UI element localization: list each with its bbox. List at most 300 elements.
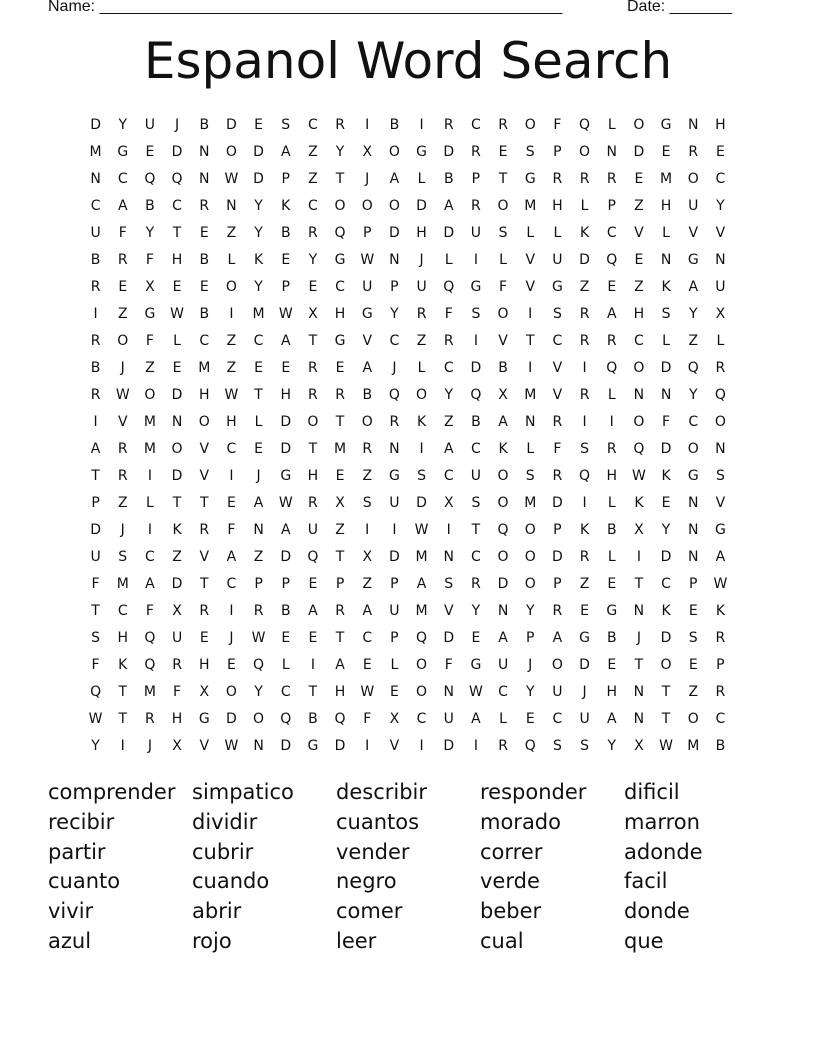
grid-letter: Q (416, 630, 428, 646)
grid-letter: U (688, 198, 699, 214)
grid-letter: P (254, 576, 263, 592)
grid-letter: M (143, 441, 156, 457)
grid-letter: B (308, 711, 318, 727)
word-list-item: cubrir (192, 839, 254, 864)
grid-letter: O (687, 171, 699, 187)
grid-letter: K (634, 495, 644, 511)
grid-letter: W (631, 468, 646, 484)
grid-letter: E (199, 279, 209, 295)
grid-letter: Z (308, 171, 318, 187)
grid-letter: Y (254, 684, 263, 700)
grid-letter: G (660, 117, 672, 133)
grid-letter: M (143, 414, 156, 430)
grid-letter: N (633, 603, 645, 619)
grid-letter: E (525, 711, 535, 727)
grid-letter: T (335, 630, 345, 646)
grid-letter: Z (443, 414, 454, 430)
grid-letter: W (468, 684, 483, 700)
grid-letter: D (443, 144, 455, 160)
grid-letter: B (145, 198, 155, 214)
grid-letter: S (688, 630, 698, 646)
grid-letter: O (633, 360, 645, 376)
grid-letter: T (118, 711, 128, 727)
grid-letter: L (281, 657, 290, 673)
grid-letter: A (362, 603, 373, 619)
grid-letter: N (199, 171, 210, 187)
grid-letter: K (118, 657, 128, 673)
grid-letter: B (90, 360, 101, 376)
grid-row (82, 247, 734, 274)
grid-letter: Z (634, 279, 644, 295)
grid-letter: F (118, 225, 127, 241)
grid-letter: S (525, 144, 535, 160)
grid-letter: S (362, 495, 372, 511)
grid-letter: W (170, 306, 184, 322)
grid-letter: E (688, 657, 698, 673)
grid-letter: U (171, 630, 183, 646)
grid-letter: O (225, 279, 237, 295)
grid-letter: B (606, 630, 617, 646)
grid-letter: N (606, 144, 617, 160)
grid-letter: A (226, 549, 237, 565)
grid-letter: R (552, 468, 563, 484)
grid-letter: C (416, 711, 427, 727)
grid-letter: M (660, 171, 673, 187)
grid-letter: L (254, 414, 263, 430)
grid-letter: Q (307, 549, 319, 565)
grid-letter: X (362, 549, 373, 565)
grid-letter: D (90, 117, 101, 133)
grid-letter: N (633, 711, 645, 727)
word-list-item: cual (480, 928, 524, 953)
grid-letter: L (662, 333, 670, 349)
grid-letter: L (662, 225, 670, 241)
grid-letter: S (580, 738, 590, 754)
grid-letter: O (307, 414, 319, 430)
grid-letter: Q (144, 657, 156, 673)
grid-letter: R (606, 333, 617, 349)
grid-letter: E (199, 225, 209, 241)
word-list-item: dividir (192, 809, 258, 834)
grid-letter: D (660, 630, 672, 646)
grid-letter: Q (144, 630, 156, 646)
grid-row (82, 463, 734, 490)
grid-letter: M (524, 198, 537, 214)
grid-letter: J (582, 684, 587, 700)
grid-row (82, 517, 734, 544)
grid-letter: M (143, 684, 156, 700)
grid-letter: D (552, 495, 563, 511)
grid-letter: O (171, 441, 183, 457)
grid-letter: U (90, 225, 101, 241)
grid-letter: O (579, 144, 591, 160)
grid-letter: O (117, 333, 129, 349)
grid-letter: C (280, 684, 291, 700)
grid-letter: E (389, 684, 399, 700)
grid-letter: S (471, 495, 481, 511)
grid-letter: D (470, 360, 482, 376)
grid-letter: W (224, 387, 239, 403)
grid-letter: E (226, 495, 236, 511)
grid-letter: I (582, 495, 587, 511)
grid-letter: N (633, 387, 645, 403)
grid-letter: T (172, 225, 182, 241)
grid-letter: T (199, 576, 209, 592)
grid-letter: D (253, 171, 264, 187)
grid-letter: R (308, 360, 318, 376)
grid-letter: Q (90, 684, 102, 700)
grid-letter: E (580, 603, 589, 619)
word-list-item: partir (48, 839, 106, 864)
grid-letter: H (334, 684, 346, 700)
grid-row (82, 679, 734, 706)
grid-letter: I (636, 549, 641, 565)
grid-letter: N (688, 549, 699, 565)
grid-letter: K (172, 522, 182, 538)
grid-row (82, 112, 734, 139)
grid-letter: C (308, 198, 318, 214)
date-field-label: Date: _______ (627, 0, 732, 15)
grid-letter: O (633, 117, 645, 133)
grid-letter: Q (579, 468, 591, 484)
grid-letter: C (335, 279, 345, 295)
grid-letter: N (525, 414, 536, 430)
grid-letter: R (579, 333, 590, 349)
grid-letter: R (579, 549, 590, 565)
grid-letter: I (147, 522, 152, 538)
grid-letter: K (715, 603, 725, 619)
grid-letter: I (582, 360, 587, 376)
grid-letter: V (362, 333, 373, 349)
grid-letter: H (226, 414, 237, 430)
grid-letter: W (251, 630, 266, 646)
grid-letter: O (687, 711, 699, 727)
grid-letter: I (419, 441, 424, 457)
grid-letter: P (390, 576, 399, 592)
grid-letter: H (171, 711, 183, 727)
grid-letter: V (117, 414, 128, 430)
grid-letter: C (552, 711, 563, 727)
grid-letter: D (416, 495, 427, 511)
grid-letter: H (307, 468, 319, 484)
grid-letter: O (497, 198, 509, 214)
grid-letter: K (661, 603, 671, 619)
grid-letter: R (579, 387, 590, 403)
grid-letter: K (579, 225, 590, 241)
grid-letter: Q (606, 360, 618, 376)
grid-letter: B (606, 522, 617, 538)
grid-letter: D (633, 144, 645, 160)
grid-letter: I (528, 306, 533, 322)
grid-letter: W (224, 738, 239, 754)
grid-letter: G (416, 144, 427, 160)
grid-letter: U (497, 657, 509, 673)
grid-letter: T (498, 171, 508, 187)
grid-letter: O (361, 198, 373, 214)
grid-letter: R (308, 387, 318, 403)
grid-letter: H (606, 468, 617, 484)
grid-letter: F (662, 414, 671, 430)
word-list-item: simpatico (192, 780, 294, 804)
grid-letter: R (90, 333, 101, 349)
grid-letter: S (525, 468, 535, 484)
grid-letter: F (553, 441, 562, 457)
grid-letter: T (335, 171, 345, 187)
grid-letter: D (416, 198, 427, 214)
grid-letter: R (579, 306, 590, 322)
grid-letter: O (687, 441, 699, 457)
grid-letter: R (117, 468, 128, 484)
grid-letter: I (473, 252, 478, 268)
grid-letter: E (607, 576, 617, 592)
grid-letter: Y (118, 117, 128, 133)
grid-letter: P (689, 576, 698, 592)
grid-row (82, 625, 734, 652)
grid-letter: G (117, 144, 129, 160)
grid-letter: D (171, 387, 183, 403)
word-list-item: describir (336, 780, 428, 804)
grid-letter: F (173, 684, 182, 700)
grid-letter: Q (687, 360, 699, 376)
grid-letter: A (389, 171, 400, 187)
grid-letter: H (117, 630, 128, 646)
grid-letter: P (390, 279, 399, 295)
grid-letter: J (120, 522, 125, 538)
grid-letter: T (308, 333, 318, 349)
grid-letter: I (310, 657, 315, 673)
grid-letter: R (443, 117, 454, 133)
grid-letter: H (171, 252, 183, 268)
grid-letter: F (91, 576, 100, 592)
grid-letter: C (471, 549, 481, 565)
grid-letter: T (335, 414, 345, 430)
grid-letter: N (90, 171, 101, 187)
grid-letter: Z (226, 360, 237, 376)
grid-letter: I (528, 360, 533, 376)
grid-letter: H (660, 198, 672, 214)
grid-letter: N (253, 522, 264, 538)
grid-letter: Q (144, 171, 156, 187)
grid-letter: T (634, 576, 644, 592)
grid-letter: V (389, 738, 400, 754)
grid-letter: R (117, 252, 128, 268)
grid-letter: O (551, 657, 563, 673)
grid-letter: H (552, 198, 563, 214)
grid-letter: D (443, 225, 455, 241)
grid-letter: G (144, 306, 156, 322)
grid-letter: D (226, 711, 237, 727)
grid-letter: F (363, 711, 372, 727)
grid-row (82, 571, 734, 598)
grid-letter: J (256, 468, 261, 484)
grid-letter: N (660, 252, 672, 268)
grid-letter: R (471, 576, 481, 592)
grid-letter: C (634, 333, 644, 349)
grid-letter: R (606, 441, 617, 457)
grid-letter: X (172, 738, 182, 754)
grid-letter: E (362, 657, 372, 673)
grid-letter: R (90, 279, 101, 295)
grid-letter: Z (335, 522, 345, 538)
grid-letter: E (172, 279, 182, 295)
grid-letter: Y (525, 684, 535, 700)
grid-letter: I (365, 522, 370, 538)
grid-letter: O (416, 657, 428, 673)
grid-letter: O (416, 684, 428, 700)
word-list-item: adonde (624, 839, 703, 864)
grid-letter: D (579, 252, 590, 268)
grid-letter: E (661, 495, 671, 511)
grid-letter: N (389, 441, 400, 457)
grid-letter: V (199, 738, 210, 754)
grid-letter: J (392, 360, 397, 376)
grid-letter: T (118, 684, 128, 700)
grid-letter: A (443, 441, 454, 457)
grid-letter: R (145, 711, 155, 727)
grid-letter: M (687, 738, 700, 754)
grid-letter: O (198, 414, 210, 430)
grid-letter: G (198, 711, 210, 727)
grid-letter: L (607, 495, 616, 511)
grid-letter: G (470, 657, 482, 673)
grid-letter: R (308, 225, 318, 241)
grid-letter: V (634, 225, 644, 241)
grid-letter: F (145, 252, 154, 268)
grid-letter: N (389, 252, 400, 268)
grid-row (82, 652, 734, 679)
grid-letter: N (633, 684, 645, 700)
grid-letter: L (526, 441, 535, 457)
grid-letter: Q (334, 225, 346, 241)
grid-letter: R (117, 441, 128, 457)
grid-letter: O (497, 306, 509, 322)
grid-letter: P (281, 279, 290, 295)
grid-letter: I (147, 468, 152, 484)
grid-letter: K (661, 279, 671, 295)
grid-letter: E (634, 252, 644, 268)
grid-letter: Q (524, 738, 536, 754)
grid-letter: F (499, 279, 508, 295)
grid-letter: L (417, 360, 426, 376)
grid-letter: U (470, 468, 482, 484)
grid-letter: N (688, 522, 699, 538)
grid-row (82, 301, 734, 328)
grid-letter: O (225, 144, 237, 160)
grid-letter: S (444, 576, 454, 592)
grid-letter: Z (688, 684, 699, 700)
grid-letter: P (281, 171, 290, 187)
grid-letter: C (498, 684, 508, 700)
grid-letter: Q (606, 252, 618, 268)
grid-letter: C (253, 333, 264, 349)
grid-letter: Z (226, 333, 237, 349)
grid-letter: U (144, 117, 156, 133)
grid-letter: A (253, 495, 264, 511)
grid-letter: Z (362, 576, 373, 592)
grid-letter: Z (253, 549, 264, 565)
grid-letter: K (661, 468, 671, 484)
grid-letter: N (497, 603, 509, 619)
grid-letter: W (224, 171, 239, 187)
grid-letter: G (714, 522, 726, 538)
grid-letter: T (661, 711, 671, 727)
grid-letter: C (226, 576, 237, 592)
grid-letter: P (471, 171, 481, 187)
grid-letter: O (524, 522, 536, 538)
grid-letter: J (419, 252, 424, 268)
word-list (48, 778, 788, 957)
grid-letter: R (253, 603, 264, 619)
grid-letter: J (120, 360, 125, 376)
grid-letter: U (443, 711, 454, 727)
grid-letter: X (308, 306, 318, 322)
grid-letter: D (90, 522, 101, 538)
grid-row (82, 328, 734, 355)
grid-letter: B (199, 252, 210, 268)
grid-letter: R (606, 171, 617, 187)
grid-letter: Y (91, 738, 100, 754)
grid-letter: A (715, 549, 726, 565)
grid-letter: R (362, 441, 373, 457)
grid-letter: Y (308, 252, 318, 268)
grid-letter: T (308, 684, 318, 700)
grid-row (82, 139, 734, 166)
grid-letter: C (90, 198, 101, 214)
grid-letter: Y (525, 603, 535, 619)
word-list-item: cuando (192, 869, 270, 894)
word-list-item: vender (336, 839, 410, 864)
grid-letter: N (253, 738, 264, 754)
grid-letter: X (715, 306, 726, 322)
grid-letter: R (90, 387, 101, 403)
grid-letter: Q (470, 387, 482, 403)
grid-letter: B (715, 738, 726, 754)
grid-letter: O (714, 414, 726, 430)
grid-letter: C (688, 414, 699, 430)
grid-letter: L (499, 252, 507, 268)
grid-letter: C (117, 171, 128, 187)
grid-letter: A (308, 603, 318, 619)
grid-letter: T (91, 603, 100, 619)
grid-letter: A (90, 441, 101, 457)
grid-letter: A (552, 630, 563, 646)
grid-letter: C (552, 333, 563, 349)
grid-letter: J (175, 117, 180, 133)
grid-letter: H (633, 306, 645, 322)
word-list-item: que (624, 928, 664, 953)
grid-letter: M (415, 603, 428, 619)
grid-row (82, 166, 734, 193)
grid-row (82, 544, 734, 571)
grid-letter: E (281, 360, 291, 376)
grid-row (82, 355, 734, 382)
grid-letter: Q (334, 711, 346, 727)
grid-letter: U (552, 252, 563, 268)
grid-letter: F (145, 603, 154, 619)
grid-letter: B (199, 117, 210, 133)
grid-letter: P (91, 495, 100, 511)
grid-letter: O (334, 198, 346, 214)
grid-letter: L (146, 495, 154, 511)
grid-letter: B (498, 360, 508, 376)
grid-letter: D (443, 630, 455, 646)
grid-letter: E (254, 441, 263, 457)
grid-letter: W (414, 522, 429, 538)
grid-letter: V (498, 333, 508, 349)
grid-letter: C (443, 360, 454, 376)
grid-letter: Z (117, 495, 128, 511)
grid-letter: B (362, 387, 373, 403)
